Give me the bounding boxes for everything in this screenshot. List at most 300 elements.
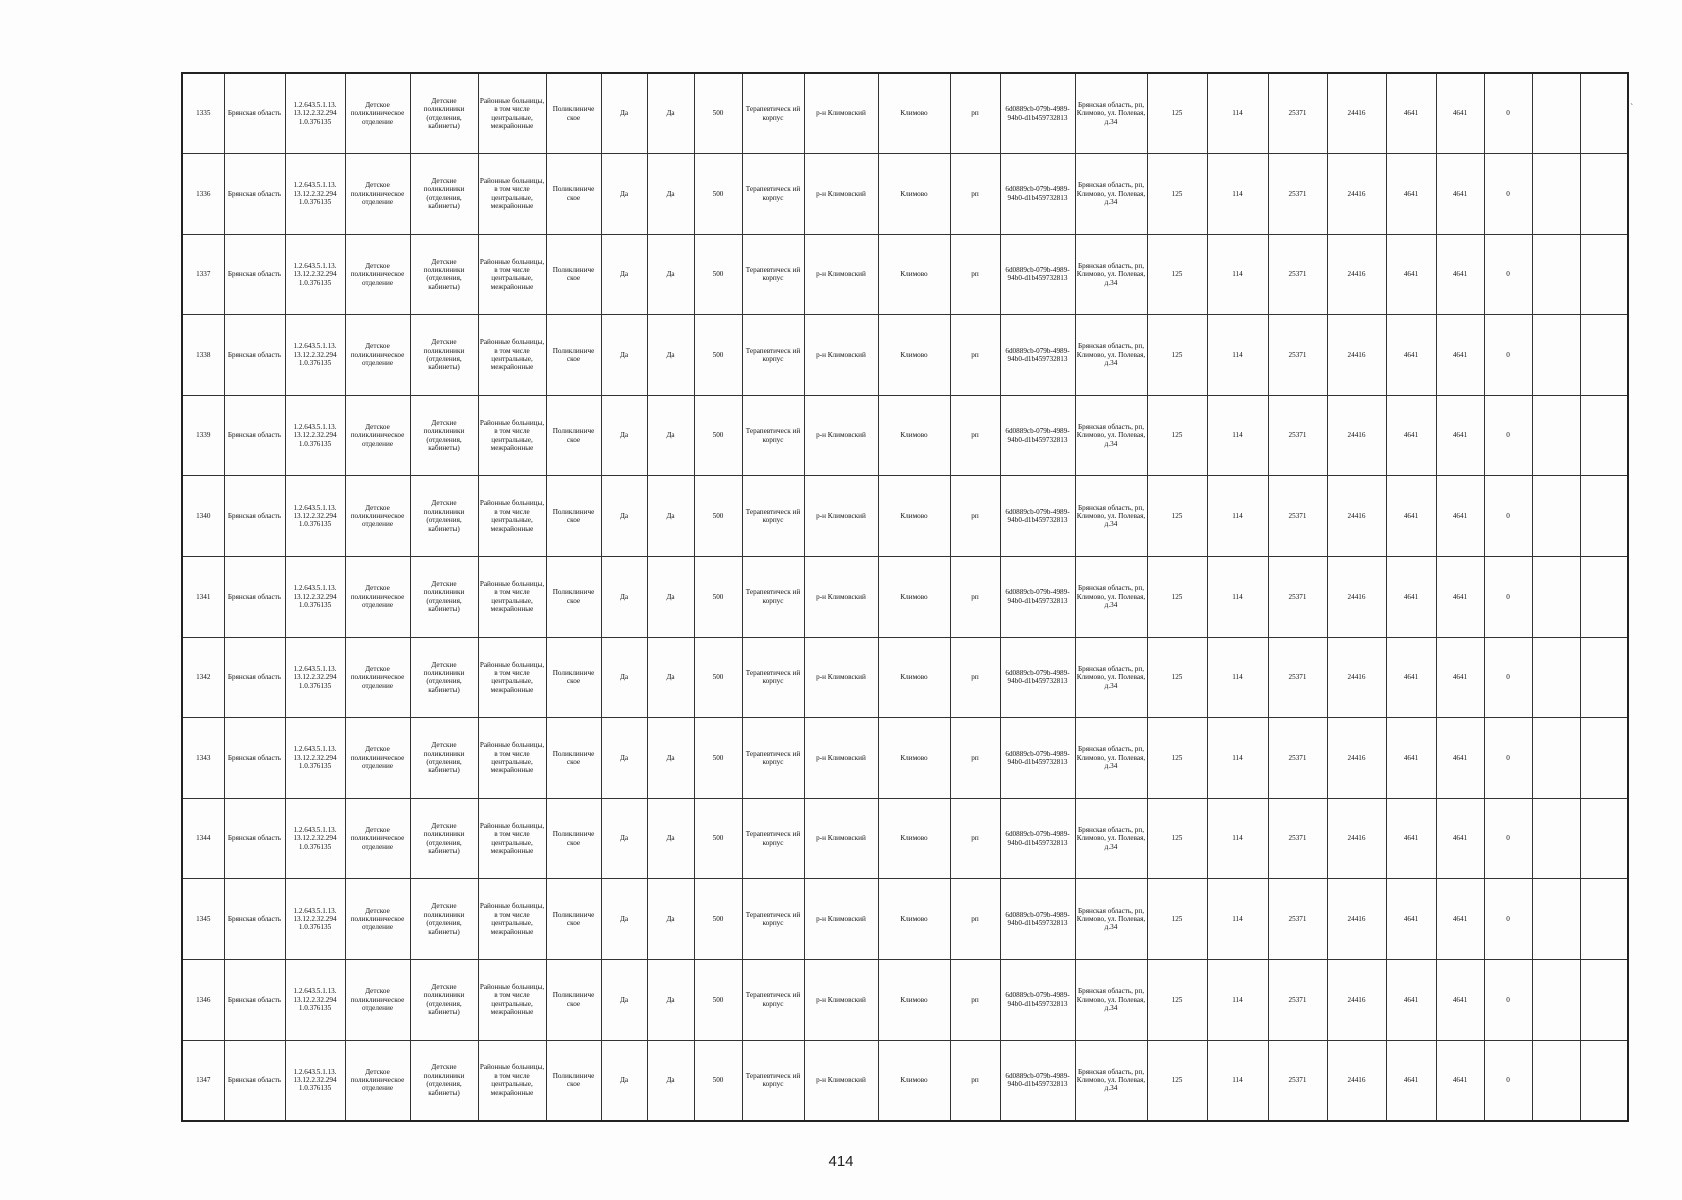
table-cell: Районные больницы, в том числе центральные, межрайонные	[478, 73, 546, 154]
table-cell: Районные больницы, в том числе центральные, межрайонные	[478, 718, 546, 799]
table-cell: Брянская область	[224, 1040, 285, 1121]
table-cell: 114	[1207, 154, 1268, 235]
table-cell: 25371	[1268, 960, 1327, 1041]
table-cell: Да	[601, 557, 647, 638]
table-cell: 4641	[1436, 1040, 1484, 1121]
table-cell	[1580, 315, 1628, 396]
table-cell: Поликлиниче ское	[546, 73, 601, 154]
table-cell: 114	[1207, 960, 1268, 1041]
table-cell: 24416	[1327, 557, 1386, 638]
table-cell: 4641	[1436, 879, 1484, 960]
table-cell: Климово	[878, 798, 950, 879]
table-cell: Климово	[878, 557, 950, 638]
table-cell: 500	[694, 73, 742, 154]
table-cell: Терапевтическ ий корпус	[742, 879, 804, 960]
table-cell: 24416	[1327, 718, 1386, 799]
table-cell: 0	[1484, 960, 1532, 1041]
table-cell: 500	[694, 234, 742, 315]
table-cell: 6d0889cb-079b-4989-94b0-d1b459732813	[1000, 476, 1075, 557]
table-cell: 25371	[1268, 73, 1327, 154]
table-cell: 1.2.643.5.1.13. 13.12.2.32.294 1.0.376135	[285, 798, 345, 879]
table-cell: р-н Климовский	[804, 73, 878, 154]
table-cell: рп	[950, 315, 1000, 396]
table-cell: 24416	[1327, 315, 1386, 396]
table-cell: Детское поликлиническое отделение	[345, 154, 410, 235]
table-cell: Терапевтическ ий корпус	[742, 1040, 804, 1121]
table-cell: 24416	[1327, 395, 1386, 476]
table-cell: Терапевтическ ий корпус	[742, 395, 804, 476]
table-cell	[1580, 879, 1628, 960]
table-row	[182, 879, 1628, 960]
table-cell: 1.2.643.5.1.13. 13.12.2.32.294 1.0.376135	[285, 234, 345, 315]
table-cell: Детские поликлиники (отделения, кабинеты)	[410, 798, 478, 879]
table-cell: Да	[601, 73, 647, 154]
table-cell: 0	[1484, 395, 1532, 476]
table-cell: Да	[647, 154, 694, 235]
table-cell: 114	[1207, 234, 1268, 315]
table-cell: Климово	[878, 395, 950, 476]
table-cell: р-н Климовский	[804, 234, 878, 315]
table-cell: 1.2.643.5.1.13. 13.12.2.32.294 1.0.376135	[285, 1040, 345, 1121]
table-cell: Брянская область, рп, Климово, ул. Полевая, д.34	[1075, 960, 1147, 1041]
table-cell: 114	[1207, 395, 1268, 476]
table-cell: Терапевтическ ий корпус	[742, 154, 804, 235]
table-cell: 500	[694, 315, 742, 396]
table-cell: Поликлиниче ское	[546, 557, 601, 638]
table-cell: Поликлиниче ское	[546, 154, 601, 235]
table-cell: 6d0889cb-079b-4989-94b0-d1b459732813	[1000, 637, 1075, 718]
table-cell: 1.2.643.5.1.13. 13.12.2.32.294 1.0.376135	[285, 637, 345, 718]
table-cell: 4641	[1436, 798, 1484, 879]
table-cell	[1532, 73, 1580, 154]
table-cell: Терапевтическ ий корпус	[742, 315, 804, 396]
table-cell: 4641	[1436, 960, 1484, 1041]
table-cell: 1344	[182, 798, 224, 879]
table-cell: 4641	[1436, 395, 1484, 476]
table-cell	[1580, 960, 1628, 1041]
table-cell: 4641	[1386, 476, 1436, 557]
table-cell: 114	[1207, 476, 1268, 557]
table-cell: Детское поликлиническое отделение	[345, 637, 410, 718]
table-cell: 6d0889cb-079b-4989-94b0-d1b459732813	[1000, 1040, 1075, 1121]
table-cell: 25371	[1268, 557, 1327, 638]
table-cell: 25371	[1268, 315, 1327, 396]
table-cell: 0	[1484, 234, 1532, 315]
table-cell: Районные больницы, в том числе центральные, межрайонные	[478, 1040, 546, 1121]
table-cell: 1340	[182, 476, 224, 557]
table-cell: Да	[647, 637, 694, 718]
table-cell: Брянская область, рп, Климово, ул. Полевая, д.34	[1075, 798, 1147, 879]
scan-mark: `	[1630, 103, 1634, 114]
table-cell: Климово	[878, 154, 950, 235]
table-cell	[1580, 234, 1628, 315]
table-cell	[1580, 476, 1628, 557]
table-cell: Поликлиниче ское	[546, 315, 601, 396]
table-row	[182, 798, 1628, 879]
table-cell: Детское поликлиническое отделение	[345, 879, 410, 960]
table-cell: 4641	[1386, 798, 1436, 879]
table-cell: 24416	[1327, 154, 1386, 235]
table-cell: 1346	[182, 960, 224, 1041]
table-cell: 4641	[1436, 476, 1484, 557]
table-cell: Районные больницы, в том числе центральные, межрайонные	[478, 960, 546, 1041]
table-cell: 4641	[1436, 315, 1484, 396]
table-cell: Брянская область, рп, Климово, ул. Полевая, д.34	[1075, 395, 1147, 476]
table-cell: Да	[647, 1040, 694, 1121]
table-cell: 4641	[1436, 637, 1484, 718]
table-cell: Детские поликлиники (отделения, кабинеты)	[410, 557, 478, 638]
table-cell: Детское поликлиническое отделение	[345, 1040, 410, 1121]
table-cell	[1532, 718, 1580, 799]
table-cell: Детское поликлиническое отделение	[345, 234, 410, 315]
table-cell	[1532, 154, 1580, 235]
table-cell: Детское поликлиническое отделение	[345, 476, 410, 557]
table-cell: 4641	[1436, 154, 1484, 235]
table-cell: 114	[1207, 798, 1268, 879]
table-cell: Да	[647, 395, 694, 476]
table-cell: 4641	[1386, 1040, 1436, 1121]
table-cell: Брянская область	[224, 960, 285, 1041]
table-cell: Районные больницы, в том числе центральные, межрайонные	[478, 234, 546, 315]
table-row	[182, 234, 1628, 315]
table-cell: 125	[1147, 960, 1207, 1041]
table-cell: 1.2.643.5.1.13. 13.12.2.32.294 1.0.376135	[285, 476, 345, 557]
table-cell: 125	[1147, 879, 1207, 960]
table-cell: Районные больницы, в том числе центральные, межрайонные	[478, 154, 546, 235]
table-row	[182, 718, 1628, 799]
table-cell: 4641	[1386, 395, 1436, 476]
table-cell: Брянская область, рп, Климово, ул. Полевая, д.34	[1075, 234, 1147, 315]
data-table	[181, 72, 1629, 1122]
table-row	[182, 73, 1628, 154]
table-cell: 6d0889cb-079b-4989-94b0-d1b459732813	[1000, 879, 1075, 960]
table-cell: Детское поликлиническое отделение	[345, 73, 410, 154]
table-cell: 1347	[182, 1040, 224, 1121]
table-cell: Да	[647, 879, 694, 960]
table-cell: Брянская область, рп, Климово, ул. Полевая, д.34	[1075, 557, 1147, 638]
table-cell: Детские поликлиники (отделения, кабинеты)	[410, 1040, 478, 1121]
table-cell: рп	[950, 637, 1000, 718]
table-cell: Брянская область, рп, Климово, ул. Полевая, д.34	[1075, 718, 1147, 799]
table-cell: 24416	[1327, 476, 1386, 557]
table-cell: Брянская область	[224, 879, 285, 960]
table-cell: Да	[601, 476, 647, 557]
table-cell: Детское поликлиническое отделение	[345, 315, 410, 396]
table-cell: Брянская область	[224, 315, 285, 396]
table-cell: Поликлиниче ское	[546, 718, 601, 799]
table-cell: 4641	[1386, 718, 1436, 799]
table-cell: 4641	[1386, 879, 1436, 960]
table-cell: Да	[647, 476, 694, 557]
table-cell: 1.2.643.5.1.13. 13.12.2.32.294 1.0.376135	[285, 154, 345, 235]
table-cell: 4641	[1386, 557, 1436, 638]
table-cell: р-н Климовский	[804, 395, 878, 476]
table-cell	[1580, 395, 1628, 476]
table-cell	[1532, 557, 1580, 638]
table-cell: 0	[1484, 73, 1532, 154]
table-cell: Районные больницы, в том числе центральные, межрайонные	[478, 476, 546, 557]
table-cell: 125	[1147, 798, 1207, 879]
table-row	[182, 1040, 1628, 1121]
table-cell: 25371	[1268, 476, 1327, 557]
table-cell: Терапевтическ ий корпус	[742, 637, 804, 718]
table-cell: Районные больницы, в том числе центральные, межрайонные	[478, 798, 546, 879]
table-cell: рп	[950, 960, 1000, 1041]
table-cell: Брянская область, рп, Климово, ул. Полевая, д.34	[1075, 73, 1147, 154]
page-number: 414	[828, 1153, 854, 1170]
table-cell: Детское поликлиническое отделение	[345, 718, 410, 799]
table-cell: 0	[1484, 718, 1532, 799]
table-cell: Да	[601, 315, 647, 396]
table-cell: Климово	[878, 960, 950, 1041]
table-cell: 4641	[1386, 637, 1436, 718]
table-cell: рп	[950, 1040, 1000, 1121]
table-cell: 25371	[1268, 718, 1327, 799]
table-cell: Брянская область	[224, 557, 285, 638]
table-cell: Климово	[878, 637, 950, 718]
table-cell: Климово	[878, 718, 950, 799]
table-cell: 0	[1484, 557, 1532, 638]
table-cell: 6d0889cb-079b-4989-94b0-d1b459732813	[1000, 960, 1075, 1041]
table-cell: Да	[601, 154, 647, 235]
table-cell: 25371	[1268, 798, 1327, 879]
table-row	[182, 154, 1628, 235]
table-cell: 4641	[1386, 154, 1436, 235]
table-cell: 125	[1147, 395, 1207, 476]
table-cell: Районные больницы, в том числе центральные, межрайонные	[478, 879, 546, 960]
table-cell: 1339	[182, 395, 224, 476]
table-cell: Терапевтическ ий корпус	[742, 234, 804, 315]
table-cell: 1336	[182, 154, 224, 235]
table-cell	[1532, 798, 1580, 879]
table-cell: Брянская область	[224, 234, 285, 315]
table-cell: 500	[694, 960, 742, 1041]
table-cell	[1580, 798, 1628, 879]
table-cell: рп	[950, 154, 1000, 235]
table-cell: 0	[1484, 637, 1532, 718]
table-cell: Поликлиниче ское	[546, 476, 601, 557]
table-cell: рп	[950, 718, 1000, 799]
table-cell: Да	[647, 960, 694, 1041]
table-cell: 114	[1207, 73, 1268, 154]
table-cell: 24416	[1327, 960, 1386, 1041]
table-cell: Брянская область	[224, 637, 285, 718]
table-cell: Брянская область, рп, Климово, ул. Полевая, д.34	[1075, 476, 1147, 557]
table-cell: Детские поликлиники (отделения, кабинеты)	[410, 315, 478, 396]
table-cell: 6d0889cb-079b-4989-94b0-d1b459732813	[1000, 315, 1075, 396]
table-cell: Поликлиниче ское	[546, 637, 601, 718]
table-cell: Детские поликлиники (отделения, кабинеты)	[410, 395, 478, 476]
table-row	[182, 557, 1628, 638]
table-cell: Да	[601, 234, 647, 315]
table-cell: рп	[950, 879, 1000, 960]
table-cell: Брянская область, рп, Климово, ул. Полевая, д.34	[1075, 637, 1147, 718]
table-cell: Детские поликлиники (отделения, кабинеты)	[410, 718, 478, 799]
table-cell: Климово	[878, 879, 950, 960]
table-cell: 0	[1484, 1040, 1532, 1121]
table-cell: 4641	[1436, 557, 1484, 638]
table-row	[182, 395, 1628, 476]
table-cell: рп	[950, 234, 1000, 315]
table-row	[182, 637, 1628, 718]
table-cell: 114	[1207, 1040, 1268, 1121]
table-cell: Терапевтическ ий корпус	[742, 798, 804, 879]
table-cell: 24416	[1327, 637, 1386, 718]
table-cell: 1.2.643.5.1.13. 13.12.2.32.294 1.0.376135	[285, 73, 345, 154]
table-cell: 125	[1147, 637, 1207, 718]
table-cell: Поликлиниче ское	[546, 1040, 601, 1121]
table-cell: 4641	[1386, 234, 1436, 315]
table-cell: 125	[1147, 154, 1207, 235]
table-cell: Климово	[878, 476, 950, 557]
table-cell: 24416	[1327, 879, 1386, 960]
table-cell: 125	[1147, 476, 1207, 557]
table-cell: Да	[601, 637, 647, 718]
table-cell: рп	[950, 476, 1000, 557]
table-cell: Да	[647, 718, 694, 799]
table-cell: Детские поликлиники (отделения, кабинеты)	[410, 154, 478, 235]
table-cell	[1532, 395, 1580, 476]
table-cell: Поликлиниче ское	[546, 395, 601, 476]
table-cell: Да	[601, 1040, 647, 1121]
table-cell: 114	[1207, 879, 1268, 960]
table-cell: Климово	[878, 73, 950, 154]
table-cell: 500	[694, 798, 742, 879]
table-cell: Да	[647, 73, 694, 154]
table-cell	[1532, 960, 1580, 1041]
table-cell: Поликлиниче ское	[546, 960, 601, 1041]
table-cell: Детские поликлиники (отделения, кабинеты)	[410, 637, 478, 718]
table-cell: 0	[1484, 315, 1532, 396]
table-cell: 24416	[1327, 73, 1386, 154]
table-cell: 500	[694, 637, 742, 718]
table-cell: р-н Климовский	[804, 718, 878, 799]
table-cell: 500	[694, 557, 742, 638]
table-cell	[1532, 1040, 1580, 1121]
table-cell: 1.2.643.5.1.13. 13.12.2.32.294 1.0.376135	[285, 960, 345, 1041]
table-cell: Поликлиниче ское	[546, 798, 601, 879]
table-cell: Да	[647, 315, 694, 396]
table-cell: 125	[1147, 234, 1207, 315]
table-cell: 4641	[1436, 718, 1484, 799]
table-cell: Да	[601, 395, 647, 476]
table-cell: Да	[601, 879, 647, 960]
table-cell: 6d0889cb-079b-4989-94b0-d1b459732813	[1000, 154, 1075, 235]
table-cell: Брянская область, рп, Климово, ул. Полевая, д.34	[1075, 1040, 1147, 1121]
table-cell: Терапевтическ ий корпус	[742, 718, 804, 799]
table-cell: 6d0889cb-079b-4989-94b0-d1b459732813	[1000, 557, 1075, 638]
table-cell: 500	[694, 476, 742, 557]
table-cell: р-н Климовский	[804, 1040, 878, 1121]
table-cell: 4641	[1386, 960, 1436, 1041]
table-cell: 0	[1484, 879, 1532, 960]
table-cell: 1.2.643.5.1.13. 13.12.2.32.294 1.0.376135	[285, 879, 345, 960]
table-cell: Терапевтическ ий корпус	[742, 960, 804, 1041]
table-cell: Брянская область	[224, 798, 285, 879]
table-cell: 500	[694, 718, 742, 799]
table-cell: Детские поликлиники (отделения, кабинеты)	[410, 879, 478, 960]
table-cell: 0	[1484, 798, 1532, 879]
table-body	[182, 73, 1628, 1121]
table-cell: Брянская область, рп, Климово, ул. Полевая, д.34	[1075, 154, 1147, 235]
table-cell: 25371	[1268, 395, 1327, 476]
table-cell: 114	[1207, 718, 1268, 799]
table-cell: Да	[601, 798, 647, 879]
table-cell: Брянская область	[224, 154, 285, 235]
table-cell: 4641	[1386, 73, 1436, 154]
table-cell: Детское поликлиническое отделение	[345, 557, 410, 638]
table-cell: Брянская область	[224, 718, 285, 799]
table-cell: 4641	[1436, 234, 1484, 315]
table-cell: Брянская область	[224, 395, 285, 476]
table-cell	[1532, 637, 1580, 718]
table-cell: 1337	[182, 234, 224, 315]
table-cell: 24416	[1327, 234, 1386, 315]
table-cell: Терапевтическ ий корпус	[742, 73, 804, 154]
table-cell: 125	[1147, 315, 1207, 396]
table-cell: 1345	[182, 879, 224, 960]
table-cell: 6d0889cb-079b-4989-94b0-d1b459732813	[1000, 234, 1075, 315]
table-cell	[1580, 73, 1628, 154]
table-cell: 4641	[1386, 315, 1436, 396]
table-cell: 125	[1147, 1040, 1207, 1121]
table-cell: 25371	[1268, 637, 1327, 718]
table-cell: 6d0889cb-079b-4989-94b0-d1b459732813	[1000, 395, 1075, 476]
table-cell: р-н Климовский	[804, 798, 878, 879]
table-cell: Районные больницы, в том числе центральные, межрайонные	[478, 395, 546, 476]
table-cell: Да	[601, 960, 647, 1041]
table-cell: 500	[694, 154, 742, 235]
table-cell: 1338	[182, 315, 224, 396]
table-cell: Терапевтическ ий корпус	[742, 557, 804, 638]
table-cell: р-н Климовский	[804, 637, 878, 718]
table-cell: 500	[694, 1040, 742, 1121]
table-row	[182, 476, 1628, 557]
table-cell: 24416	[1327, 798, 1386, 879]
table-cell: 1.2.643.5.1.13. 13.12.2.32.294 1.0.376135	[285, 395, 345, 476]
table-cell	[1532, 879, 1580, 960]
table-cell: рп	[950, 798, 1000, 879]
table-cell	[1532, 476, 1580, 557]
table-cell: 1342	[182, 637, 224, 718]
table-cell: 24416	[1327, 1040, 1386, 1121]
table-row	[182, 315, 1628, 396]
table-cell	[1580, 154, 1628, 235]
table-cell: Детские поликлиники (отделения, кабинеты)	[410, 234, 478, 315]
table-cell: 1343	[182, 718, 224, 799]
table-cell: 0	[1484, 476, 1532, 557]
table-cell: 114	[1207, 637, 1268, 718]
table-cell: Детское поликлиническое отделение	[345, 960, 410, 1041]
table-cell: 114	[1207, 315, 1268, 396]
table-cell: Детское поликлиническое отделение	[345, 395, 410, 476]
table-cell: 1.2.643.5.1.13. 13.12.2.32.294 1.0.376135	[285, 718, 345, 799]
table-cell: 1335	[182, 73, 224, 154]
table-cell: 1.2.643.5.1.13. 13.12.2.32.294 1.0.376135	[285, 557, 345, 638]
table-cell: 1341	[182, 557, 224, 638]
table-cell: рп	[950, 395, 1000, 476]
table-cell: 6d0889cb-079b-4989-94b0-d1b459732813	[1000, 73, 1075, 154]
table-cell: Районные больницы, в том числе центральные, межрайонные	[478, 315, 546, 396]
table-cell: 114	[1207, 557, 1268, 638]
table-cell: 4641	[1436, 73, 1484, 154]
table-cell: 25371	[1268, 1040, 1327, 1121]
table-cell	[1580, 637, 1628, 718]
table-cell: р-н Климовский	[804, 960, 878, 1041]
table-cell: Климово	[878, 1040, 950, 1121]
table-cell: 6d0889cb-079b-4989-94b0-d1b459732813	[1000, 718, 1075, 799]
table-cell: р-н Климовский	[804, 879, 878, 960]
